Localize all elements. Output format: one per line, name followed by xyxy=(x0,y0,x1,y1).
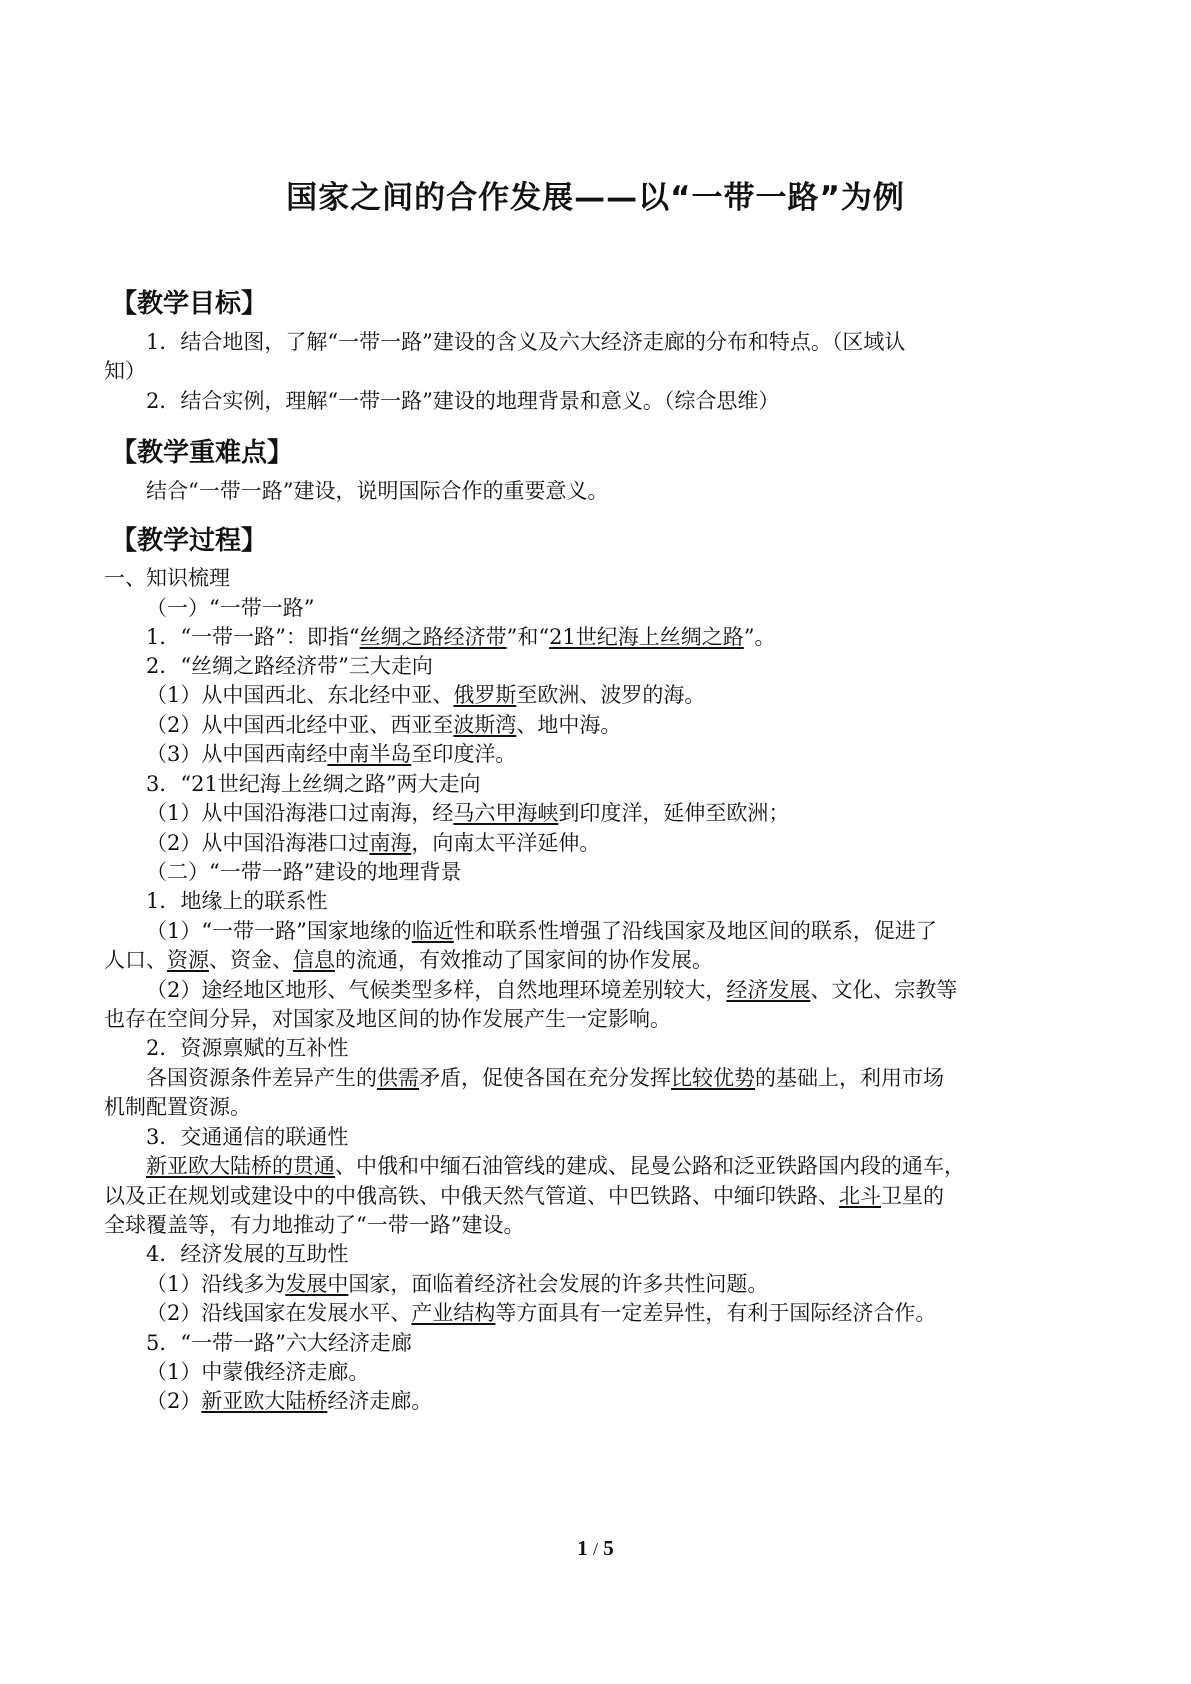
key-term: 俄罗斯 xyxy=(453,683,517,707)
key-term: 丝绸之路经济带 xyxy=(359,625,507,649)
section-heading-goals: 【教学目标】 xyxy=(111,289,268,319)
text-line: （1）“一带一路”国家地缘的临近性和联系性增强了沿线国家及地区间的联系，促进了 xyxy=(146,919,937,943)
key-term: 临近 xyxy=(411,919,454,943)
key-term: 新亚欧大陆桥 xyxy=(201,1389,328,1413)
text-line: （2）从中国西北经中亚、西亚至波斯湾、地中海。 xyxy=(146,713,622,737)
text-line: 以及正在规划或建设中的中俄高铁、中俄天然气管道、中巴铁路、中缅印铁路、北斗卫星的 xyxy=(104,1184,944,1208)
text-line: 3．“21世纪海上丝绸之路”两大走向 xyxy=(146,772,481,796)
page-title: 国家之间的合作发展——以“一带一路”为例 xyxy=(286,180,905,216)
key-term: 北斗 xyxy=(839,1184,881,1208)
keypoint-text: 结合“一带一路”建设，说明国际合作的重要意义。 xyxy=(146,479,609,503)
text-line: 5．“一带一路”六大经济走廊 xyxy=(146,1331,412,1355)
key-term: 经济发展 xyxy=(726,978,811,1002)
text-line: 机制配置资源。 xyxy=(104,1095,251,1119)
text-line: 3．交通通信的联通性 xyxy=(146,1125,349,1149)
goal-1: 1．结合地图，了解“一带一路”建设的含义及六大经济走廊的分布和特点。（区域认 xyxy=(146,330,906,354)
key-term: 南海 xyxy=(369,831,412,855)
page-total: 5 xyxy=(603,1536,614,1560)
section-heading-keypoints: 【教学重难点】 xyxy=(111,438,294,468)
key-term: 信息 xyxy=(293,948,335,972)
goal-1-continued: 知） xyxy=(104,359,146,383)
text-line: （1）中蒙俄经济走廊。 xyxy=(146,1360,370,1384)
text-line: 也存在空间分异，对国家及地区间的协作发展产生一定影响。 xyxy=(104,1007,671,1031)
text-line: （2）途经地区地形、气候类型多样，自然地理环境差别较大，经济发展、文化、宗教等 xyxy=(146,978,958,1002)
text-line: （3）从中国西南经中南半岛至印度洋。 xyxy=(146,742,517,766)
text-line: 2．资源禀赋的互补性 xyxy=(146,1036,349,1060)
outline-heading: 一、知识梳理 xyxy=(104,566,230,590)
text-line: 人口、资源、资金、信息的流通，有效推动了国家间的协作发展。 xyxy=(104,948,713,972)
section-heading-process: 【教学过程】 xyxy=(111,526,268,556)
text-line: 全球覆盖等，有力地推动了“一带一路”建设。 xyxy=(104,1213,525,1237)
text-line: 新亚欧大陆桥的贯通、中俄和中缅石油管线的建成、昆曼公路和泛亚铁路国内段的通车， xyxy=(146,1154,965,1178)
text-line: 各国资源条件差异产生的供需矛盾，促使各国在充分发挥比较优势的基础上，利用市场 xyxy=(146,1066,944,1090)
subsection-heading: （二）“一带一路”建设的地理背景 xyxy=(146,860,462,884)
page-current: 1 xyxy=(577,1536,588,1560)
text-line: （2）从中国沿海港口过南海，向南太平洋延伸。 xyxy=(146,831,601,855)
key-term: 21世纪海上丝绸之路 xyxy=(549,625,744,649)
text-line: （1）从中国西北、东北经中亚、俄罗斯至欧洲、波罗的海。 xyxy=(146,683,706,707)
key-term: 发展中 xyxy=(285,1272,349,1296)
page-separator: / xyxy=(592,1539,598,1559)
page-number xyxy=(0,1536,1191,1561)
text-line: 1．“一带一路”：即指“丝绸之路经济带”和“21世纪海上丝绸之路”。 xyxy=(146,625,776,649)
text-line: （2）新亚欧大陆桥经济走廊。 xyxy=(146,1389,433,1413)
text-line: 4．经济发展的互助性 xyxy=(146,1242,349,1266)
key-term: 比较优势 xyxy=(671,1066,755,1090)
text-line: （1）从中国沿海港口过南海，经马六甲海峡到印度洋，延伸至欧洲； xyxy=(146,801,790,825)
key-term: 波斯湾 xyxy=(453,713,517,737)
text-line: （1）沿线多为发展中国家，面临着经济社会发展的许多共性问题。 xyxy=(146,1272,769,1296)
text-line: 1．地缘上的联系性 xyxy=(146,889,328,913)
text-line: （2）沿线国家在发展水平、产业结构等方面具有一定差异性，有利于国际经济合作。 xyxy=(146,1301,937,1325)
key-term: 新亚欧大陆桥的贯通 xyxy=(146,1154,335,1178)
key-term: 马六甲海峡 xyxy=(453,801,559,825)
subsection-heading: （一）“一带一路” xyxy=(146,596,315,620)
key-term: 供需 xyxy=(377,1066,419,1090)
key-term: 资源 xyxy=(167,948,209,972)
text-line: 2．“丝绸之路经济带”三大走向 xyxy=(146,654,433,678)
key-term: 产业结构 xyxy=(411,1301,496,1325)
key-term: 中南半岛 xyxy=(327,742,412,766)
goal-2: 2．结合实例，理解“一带一路”建设的地理背景和意义。（综合思维） xyxy=(146,389,780,413)
